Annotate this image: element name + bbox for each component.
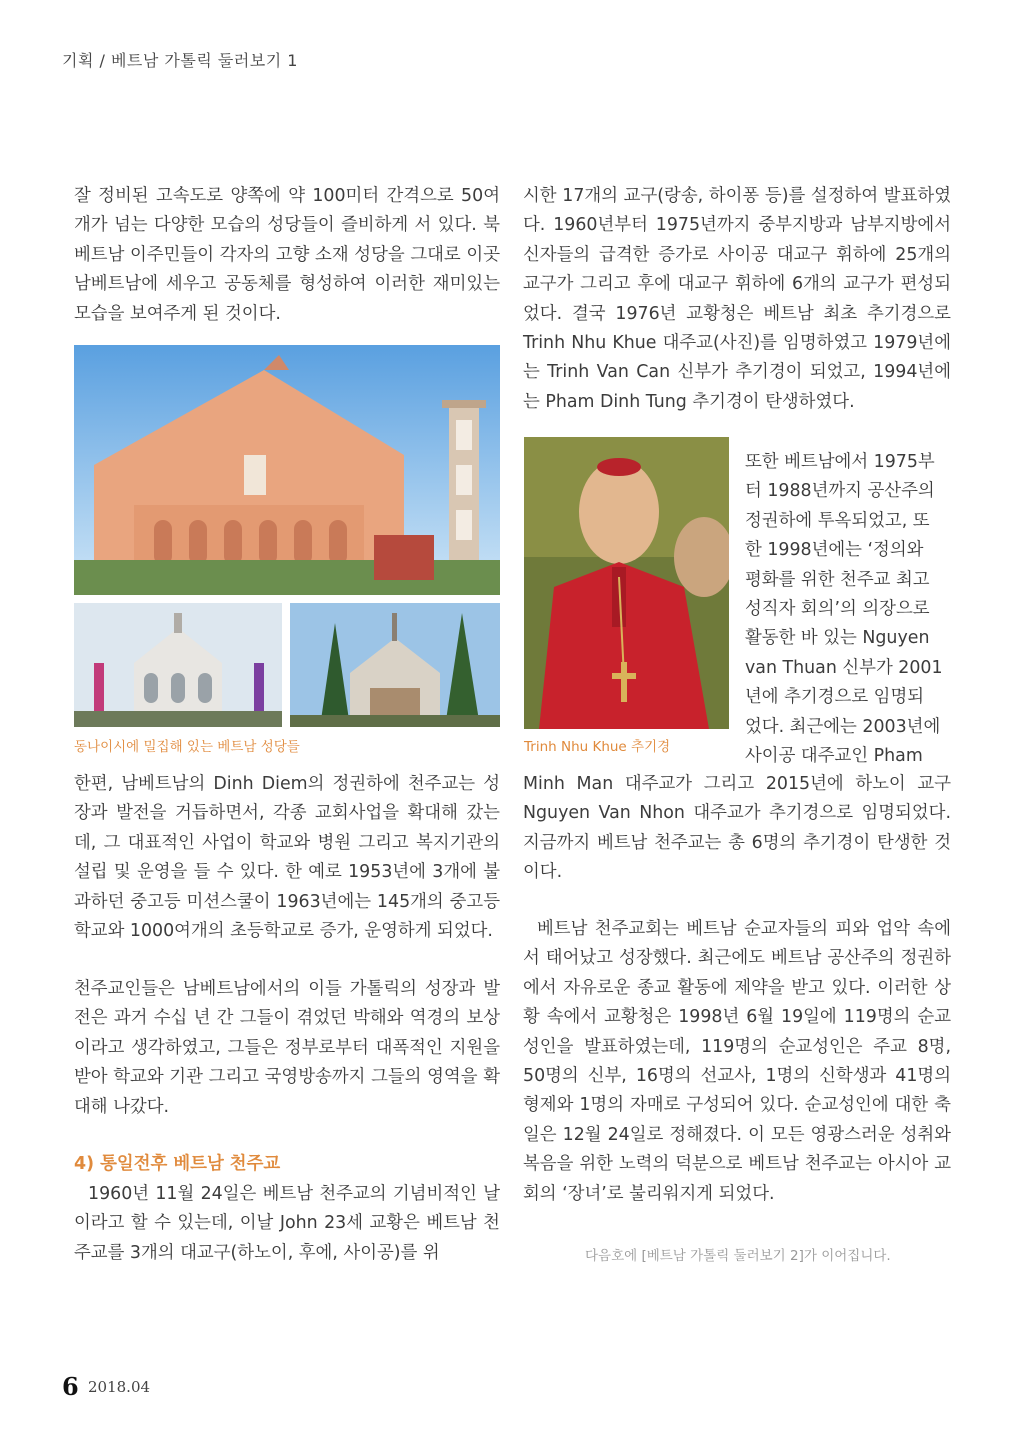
photo-caption-cardinal: Trinh Nhu Khue 추기경 (524, 739, 671, 755)
right-paragraph-1: 시한 17개의 교구(랑송, 하이퐁 등)를 설정하여 발표하였다. 1960년부터 1975년까지 중부지방과 남부지방에서 신자들의 급격한 증가로 사이공 대교구 휘하에 25개의 교구가 그리고 후에 대교구 휘하에 6개의 교구가 편성되었다. 결국 1976년 교황청은 베트남 최초 추기경으로 Trinh Nhu Khue 대주교(사진)를 임명하였고 1979년에는 Trinh Van Can 신부가 추기경이 되었고, 1994년에는 Pham Dinh Tung 추기경이 탄생하였다. (523, 186, 951, 412)
wrap-line: 사이공 대주교인 Pham (745, 746, 923, 767)
church-photo-white (74, 603, 282, 727)
wrap-line: 활동한 바 있는 Nguyen (745, 628, 930, 649)
left-paragraph-1: 잘 정비된 고속도로 양쪽에 약 100미터 간격으로 50여 개가 넘는 다양한 모습의 성당들이 즐비하게 서 있다. 북베트남 이주민들이 각자의 고향 소재 성당을 그대로 이곳 남베트남에 세우고 공동체를 형성하여 이러한 재미있는 모습을 보여주게 된 것이다. (74, 186, 500, 324)
wrap-line: 었다. 최근에는 2003년에 (745, 716, 941, 737)
church-photo-main (74, 345, 500, 595)
left-paragraph-3: 천주교인들은 남베트남에서의 이들 가톨릭의 성장과 발전은 과거 수십 년 간 그들이 겪었던 박해와 역경의 보상이라고 생각하였고, 그들은 정부로부터 대폭적인 지원을 받아 학교와 기관 그리고 국영방송까지 그들의 영역을 확대해 나갔다. (74, 979, 500, 1117)
wrap-line: 년에 추기경으로 임명되 (745, 687, 925, 708)
wrap-line: 터 1988년까지 공산주의 (745, 481, 935, 502)
running-header: 기획 / 베트남 가톨릭 둘러보기 1 (62, 51, 298, 70)
wrap-line: 평화를 위한 천주교 최고 (745, 569, 930, 590)
left-paragraph-4: 1960년 11월 24일은 베트남 천주교의 기념비적인 날이라고 할 수 있는데, 이날 John 23세 교황은 베트남 천주교를 3개의 대교구(하노이, 후에, 사이공)를 위 (74, 1184, 500, 1263)
left-paragraph-2: 한편, 남베트남의 Dinh Diem의 정권하에 천주교는 성장과 발전을 거듭하면서, 각종 교회사업을 확대해 갔는데, 그 대표적인 사업이 학교와 병원 그리고 복지기관의 설립 및 운영을 들 수 있다. 한 예로 1953년에 3개에 불과하던 중고등 미션스쿨이 1963년에는 145개의 중고등학교와 1000여개의 초등학교로 증가, 운영하게 되었다. (74, 774, 500, 942)
wrap-line: 정권하에 투옥되었고, 또 (745, 510, 930, 531)
right-paragraph-2: Minh Man 대주교가 그리고 2015년에 하노이 교구 Nguyen Van Nhon 대주교가 추기경으로 임명되었다. 지금까지 베트남 천주교는 총 6명의 추기경이 탄생한 것이다. (523, 774, 951, 883)
wrap-line: van Thuan 신부가 2001 (745, 657, 943, 678)
church-photo-pines (290, 603, 500, 727)
next-issue-note: 다음호에 [베트남 가톨릭 둘러보기 2]가 이어집니다. (585, 1248, 891, 1264)
wrap-line: 성직자 회의’의 의장으로 (745, 599, 930, 620)
page-number: 6 (62, 1372, 79, 1401)
issue-date: 2018.04 (88, 1378, 151, 1396)
wrap-line: 한 1998년에는 ‘정의와 (745, 540, 924, 561)
section-heading: 4) 통일전후 베트남 천주교 (74, 1154, 281, 1174)
photo-caption-churches: 동나이시에 밀집해 있는 베트남 성당들 (74, 739, 300, 755)
cardinal-portrait-photo (524, 437, 729, 729)
wrap-line: 또한 베트남에서 1975부 (745, 452, 935, 472)
right-wrap-text (745, 448, 952, 771)
right-paragraph-3: 베트남 천주교회는 베트남 순교자들의 피와 업악 속에서 태어났고 성장했다. 최근에도 베트남 공산주의 정권하에서 자유로운 종교 활동에 제약을 받고 있다. 이러한 상황 속에서 교황청은 1998년 6월 19일에 119명의 순교성인을 발표하였는데, 119명의 순교성인은 주교 8명, 50명의 신부, 16명의 선교사, 1명의 신학생과 41명의 형제와 1명의 자매로 구성되어 있다. 순교성인에 대한 축일은 12월 24일로 정해졌다. 이 모든 영광스러운 성취와 복음을 위한 노력의 덕분으로 베트남 천주교는 아시아 교회의 ‘장녀’로 불리워지게 되었다. (523, 919, 951, 1204)
